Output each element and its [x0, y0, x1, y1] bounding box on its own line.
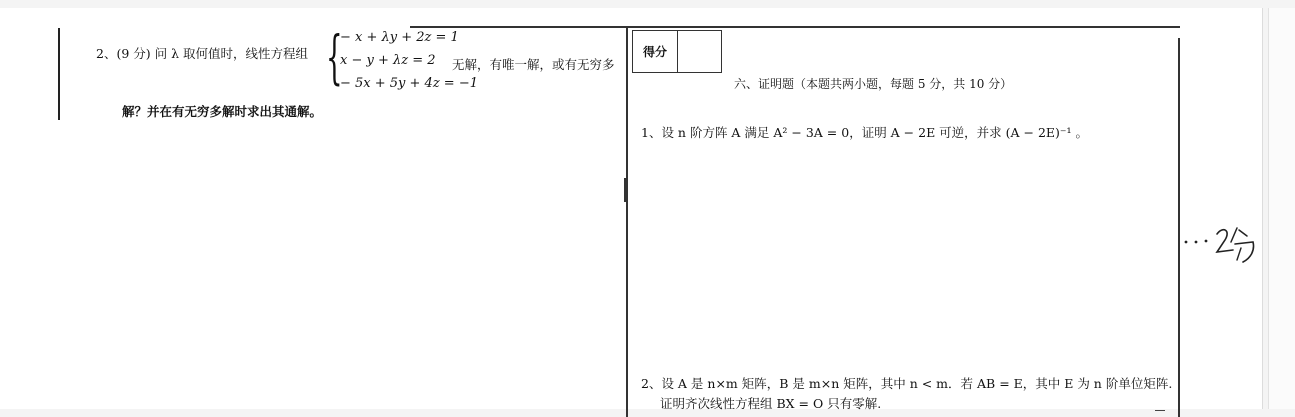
- margin-line: [58, 28, 60, 120]
- brace-icon: {: [326, 23, 343, 91]
- column-divider: [626, 27, 628, 417]
- q2-line2: 解？并在有无穷多解时求出其通解。: [122, 104, 323, 119]
- divider-tick: [624, 178, 628, 202]
- corner-mark: [1155, 410, 1165, 411]
- equation-3: − 5x + 5y + 4z = −1: [340, 76, 478, 91]
- page-edge-strip: [1268, 8, 1295, 409]
- problem-1: 1、设 n 阶方阵 A 满足 A² − 3A = 0，证明 A − 2E 可逆，并求 (A − 2E)⁻¹ 。: [641, 125, 1089, 140]
- equation-2: x − y + λz = 2: [340, 53, 436, 68]
- exam-sheet: [0, 8, 1263, 409]
- equation-1: − x + λy + 2z = 1: [340, 30, 459, 45]
- q2-tail: 无解，有唯一解，或有无穷多: [452, 57, 615, 72]
- q2-intro: 2、(9 分) 问 λ 取何值时，线性方程组: [96, 46, 308, 61]
- problem-2-line-1: 2、设 A 是 n×m 矩阵，B 是 m×n 矩阵，其中 n < m．若 AB = E，其中 E 为 n 阶单位矩阵.: [641, 376, 1173, 391]
- right-border: [1178, 38, 1180, 417]
- score-box: [632, 30, 722, 73]
- score-label: 得分: [633, 31, 678, 72]
- score-cell[interactable]: [678, 31, 721, 72]
- top-rule: [410, 26, 1180, 28]
- problem-2-line-2: 证明齐次线性方程组 BX = O 只有零解.: [660, 396, 882, 411]
- handwritten-score-mark: [1181, 220, 1261, 270]
- section-title: 六、证明题（本题共两小题，每题 5 分，共 10 分）: [734, 77, 1013, 91]
